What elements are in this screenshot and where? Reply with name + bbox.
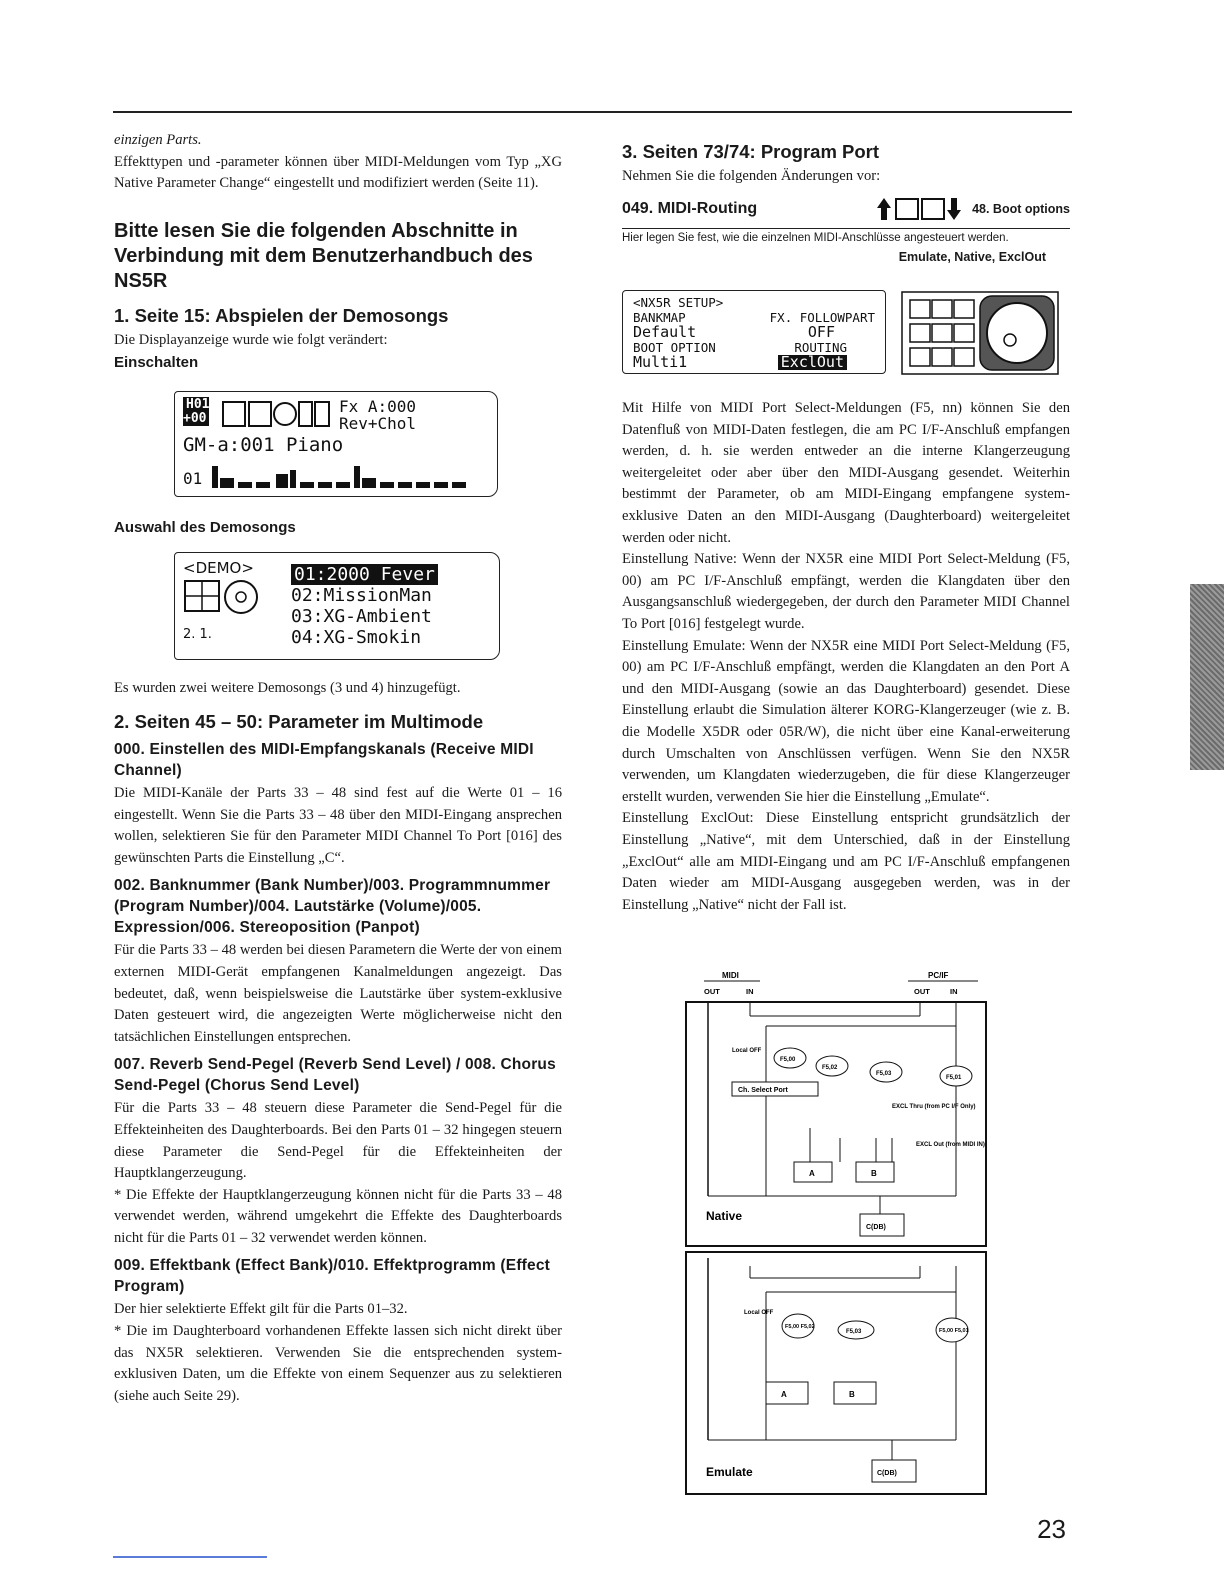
native-label: Native: [706, 1209, 743, 1223]
demo-song-3[interactable]: 03:XG-Ambient: [291, 606, 432, 628]
emulate-f500-f501-label: F5,00 F5,01: [939, 1328, 969, 1334]
param-002-text: Für die Parts 33 – 48 werden bei diesen Parametern die Werte der von einem externen MIDI-Gerät empfangenen Kanalmeldungen angezeigt. Das bedeutet, daß, wenn beispielsweise die Lautstärke über system-exklusive Daten gesteuert wird, die angezeigten Werte möglicherweise nicht den tatsächlichen Einstellungen entsprechen.: [114, 942, 562, 1045]
side-tab-marker: [1190, 584, 1224, 770]
native-port-c-label: C(DB): [866, 1224, 886, 1231]
lcd1-fx: Fx A:000: [339, 397, 417, 417]
native-port-b-label: B: [871, 1169, 877, 1178]
intro-line-2: Effekttypen und -parameter können über MIDI-Meldungen vom Typ „XG Native Parameter Change“ eingestellt und modifiziert werden (Seite 11).: [114, 153, 562, 192]
demo-disk-icon: [183, 577, 273, 623]
big-heading: Bitte lesen Sie die folgenden Abschnitte in Verbindung mit dem Benutzerhandbuch des NS5R: [114, 219, 533, 292]
section-1-text: Die Displayanzeige wurde wie folgt verändert:: [114, 331, 388, 348]
level-meter-icon: [208, 466, 478, 490]
emulate-f500-f502-label: F5,00 F5,02: [785, 1324, 815, 1330]
label-einschalten: Einschalten: [114, 354, 199, 372]
body-para-3: Einstellung Emulate: Wenn der NX5R eine MIDI Port Select-Meldung (F5, 00) am PC I/F-Anschluß empfängt, werden die Klangdaten an den Port A und den MIDI-Ausgang (sowie an das Daughterboard) gesendet. Diese Einstellung erlaubt die Simulation älterer KORG-Klangerzeuger (wie z. B. die Modelle X5DR oder 05R/W), die nicht über eine Kanal-erweiterung durch Umschalten von Anschlüssen verfügen. Wenn Sie den NX5R verwenden, um Klangdaten wiederzugeben, die für diese Klangerzeuger erstellt wurden, verwenden Sie hier die Einstellung „Emulate“.: [622, 637, 1070, 805]
body-para-1: Mit Hilfe von MIDI Port Select-Meldungen (F5, nn) können Sie den Datenfluß von MIDI-Daten festlegen, die am PC I/F-Anschluß empfangen werden, d. h. sie werden entweder an die interne Klangerzeugung weitergeleitet oder aber über den MIDI-Ausgang gesendet. Weiterhin bestimmt der Parameter, ob am MIDI-Eingang empfangene system-exklusive Daten an den MIDI-Ausgang (Daughterboard) weitergeleitet werden oder nicht.: [622, 400, 1070, 546]
lcd-setup: [622, 290, 886, 374]
section-1-note: Es wurden zwei weitere Demosongs (3 und 4) hinzugefügt.: [114, 680, 461, 697]
arrow-down-icon: [947, 198, 961, 220]
part-icon: [223, 402, 245, 426]
param-002-heading: 002. Banknummer (Bank Number)/003. Programmnummer (Program Number)/004. Lautstärke (Volume)/005. Expression/006. Stereoposition (Panpot): [114, 877, 551, 937]
label-midi: MIDI: [722, 971, 739, 980]
param-007-text-2: * Die Effekte der Hauptklangerzeugung können nicht für die Parts 33 – 48 verwendet werden, während umgekehrt die Effekte des Daughterboards nicht für die Parts 01 – 32 verwendet werden können.: [114, 1186, 562, 1246]
lcd1-icons: [221, 398, 331, 430]
lcd2-foot: 2. 1.: [183, 627, 212, 643]
lcd3-bankmap: BANKMAP: [633, 310, 686, 326]
intro-line-1: einzigen Parts.: [114, 132, 202, 148]
param-009-text-2: * Die im Daughterboard vorhandenen Effekte lassen sich nicht direkt über das NX5R selektieren. Verwenden Sie die entsprechenden system-exklusiven Daten, um die Effekte von einem Sequenzer aus zu selektieren (siehe auch Seite 29).: [114, 1323, 562, 1404]
param-000-text: Die MIDI-Kanäle der Parts 33 – 48 sind fest auf die Werte 01 – 16 eingestellt. Wenn Sie die Parts 33 – 48 über den MIDI-Eingang ansprechen wollen, selektieren Sie für den Parameter MIDI Channel To Port [016] des gewünschten Parts die Einstellung „C“.: [114, 784, 562, 866]
ch-select-port-label: Ch. Select Port: [738, 1087, 788, 1094]
lcd3-off: OFF: [807, 323, 835, 342]
param-007-heading: 007. Reverb Send-Pegel (Reverb Send Level) / 008. Chorus Send-Pegel (Chorus Send Level): [114, 1056, 556, 1095]
section-1-heading: 1. Seite 15: Abspielen der Demosongs: [114, 304, 449, 326]
emulate-port-b: [834, 1382, 876, 1404]
param-049-row: [622, 196, 1070, 222]
label-midi-in: IN: [746, 987, 754, 996]
page-button-icon: [896, 199, 918, 219]
dial-icon: [274, 403, 296, 425]
param-049-ref: 48. Boot options: [972, 201, 1070, 216]
front-panel-icon: [900, 290, 1060, 376]
right-column: [622, 130, 1070, 916]
arrow-up-icon: [877, 198, 891, 220]
routing-diagram: [680, 966, 990, 1501]
lcd3-default: Default: [633, 323, 697, 342]
param-009-heading: 009. Effektbank (Effect Bank)/010. Effektprogramm (Effect Program): [114, 1257, 551, 1296]
key-icon: [315, 402, 329, 426]
emulate-port-a: [766, 1382, 808, 1404]
lcd-power-on: [174, 391, 498, 497]
demo-song-4[interactable]: 04:XG-Smokin: [291, 627, 422, 649]
param-009-text-1: Der hier selektierte Effekt gilt für die Parts 01–32.: [114, 1301, 408, 1318]
navigation-icons: [876, 196, 962, 222]
key-icon: [299, 402, 312, 426]
lcd1-part: 01: [183, 468, 203, 488]
body-para-2: Einstellung Native: Wenn der NX5R eine MIDI Port Select-Meldung (F5, 00) am PC I/F-Anschluß empfängt, werden die Klangdaten über den Ausgangsanschluß wiedergegeben, der durch den Parameter MIDI Channel To Port [016] festgelegt wurde.: [622, 551, 1070, 633]
lcd3-boot-option: BOOT OPTION: [633, 340, 716, 356]
label-pcif-in: IN: [950, 987, 958, 996]
label-pcif-out: OUT: [914, 987, 930, 996]
emulate-box: [686, 1252, 986, 1494]
native-f502-label: F5,02: [822, 1065, 838, 1071]
emulate-port-a-label: A: [781, 1390, 787, 1399]
native-local-off: Local OFF: [732, 1048, 762, 1054]
lcd1-bank: H01 +00: [183, 397, 210, 427]
emulate-local-off: Local OFF: [744, 1310, 774, 1316]
body-para-4: Einstellung ExclOut: Diese Einstellung entspricht grundsätzlich der Einstellung „Native“, mit dem Unterschied, daß in der Einstellung „ExclOut“ alle am MIDI-Eingang und am PC I/F-Anschluß empfangenen Daten wieder am MIDI-Ausgang ausgegeben werden, was in der Einstellung „Native“ nicht der Fall ist.: [622, 810, 1070, 913]
setup-display: [622, 290, 1070, 376]
lcd3-title: <NX5R SETUP>: [633, 295, 724, 311]
native-f501-label: F5,01: [946, 1075, 962, 1081]
lcd2-head: <DEMO>: [183, 559, 254, 578]
param-007-text-1: Für die Parts 33 – 48 steuern diese Parameter die Send-Pegel für die Effekteinheiten des Daughterboards. Bei den Parts 01 – 32 hingegen steuern diese Parameter die Send-Pegel für die Effekteinheiten der Hauptklangerzeugung.: [114, 1100, 562, 1182]
lcd3-multi: Multi1: [633, 353, 688, 372]
native-port-a-label: A: [809, 1169, 815, 1178]
lcd1-rev: Rev+Chol: [339, 414, 417, 434]
excl-out-label: EXCL Out (from MIDI IN): [916, 1142, 985, 1148]
section-2-heading: 2. Seiten 45 – 50: Parameter im Multimode: [114, 710, 484, 732]
part-icon: [249, 402, 271, 426]
label-pcif: PC/IF: [928, 971, 949, 980]
header-rule: [113, 111, 1072, 113]
footer-line: [113, 1556, 267, 1558]
lcd3-routing: ROUTING: [794, 340, 847, 356]
lcd3-exclout[interactable]: ExclOut: [778, 355, 847, 370]
label-auswahl: Auswahl des Demosongs: [114, 519, 296, 537]
page-button-icon: [922, 199, 944, 219]
label-midi-out: OUT: [704, 987, 720, 996]
param-049-heading: 049. MIDI-Routing: [622, 199, 758, 217]
param-049-desc: Hier legen Sie fest, wie die einzelnen MIDI-Anschlüsse angesteuert werden.: [622, 232, 1009, 245]
demo-song-1[interactable]: 01:2000 Fever: [291, 564, 438, 585]
excl-thru-label: EXCL Thru (from PC I/F Only): [892, 1104, 976, 1110]
demo-song-2[interactable]: 02:MissionMan: [291, 585, 432, 607]
lcd-demo-select: [174, 552, 500, 660]
section-3-text: Nehmen Sie die folgenden Änderungen vor:: [622, 168, 881, 184]
lcd3-followpart: FX. FOLLOWPART: [769, 310, 875, 326]
lcd1-program: GM-a:001 Piano: [183, 434, 344, 457]
section-3-heading: 3. Seiten 73/74: Program Port: [622, 141, 880, 162]
native-f503-label: F5,03: [876, 1071, 892, 1077]
emulate-port-b-label: B: [849, 1390, 855, 1399]
param-000-heading: 000. Einstellen des MIDI-Empfangskanals (Receive MIDI Channel): [114, 740, 534, 779]
emulate-port-c-label: C(DB): [877, 1470, 897, 1477]
param-049-values: Emulate, Native, ExclOut: [898, 250, 1046, 265]
left-column: [114, 130, 562, 1407]
emulate-f503-label: F5,03: [846, 1329, 862, 1335]
native-f500-label: F5,00: [780, 1057, 796, 1063]
page-number: 23: [1037, 1514, 1066, 1544]
emulate-label: Emulate: [706, 1465, 753, 1479]
